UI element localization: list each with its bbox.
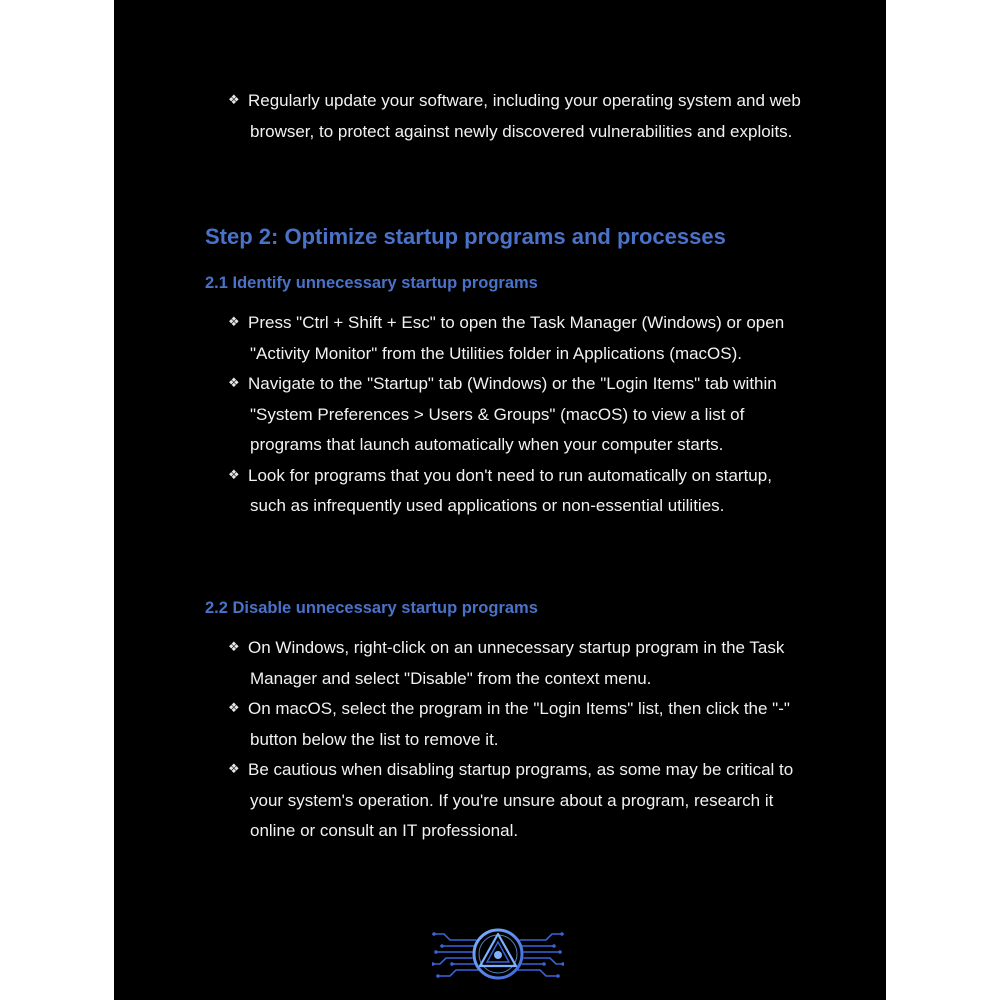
- diamond-bullet-icon: ❖: [228, 93, 240, 108]
- diamond-bullet-icon: ❖: [228, 762, 240, 777]
- list-item: [114, 369, 810, 461]
- list-item: [114, 461, 810, 522]
- section-2-2-heading: 2.2 Disable unnecessary startup programs: [205, 599, 538, 617]
- list-item: [114, 86, 810, 147]
- list-item-text: Press "Ctrl + Shift + Esc" to open the Task Manager (Windows) or open "Activity Monitor" from the Utilities folder in Applications (macOS).: [248, 313, 785, 363]
- list-item-text: Regularly update your software, including your operating system and web browser, to protect against newly discovered vulnerabilities and exploits.: [248, 91, 801, 141]
- list-item-text: Navigate to the "Startup" tab (Windows) or the "Login Items" tab within "System Preferences > Users & Groups" (macOS) to view a list of programs that launch automatically when your computer starts.: [248, 374, 777, 454]
- list-item: [114, 755, 810, 847]
- diamond-bullet-icon: ❖: [228, 315, 240, 330]
- document-page: [114, 0, 886, 1000]
- intro-bullet-list: [114, 86, 810, 147]
- diamond-bullet-icon: ❖: [228, 701, 240, 716]
- list-item-text: Look for programs that you don't need to run automatically on startup, such as infrequently used applications or non-essential utilities.: [248, 465, 772, 515]
- diamond-bullet-icon: ❖: [228, 467, 240, 483]
- step2-title: Step 2: Optimize startup programs and processes: [205, 224, 726, 249]
- list-item: [114, 633, 810, 694]
- list-item: [114, 694, 810, 755]
- list-item-text: Be cautious when disabling startup programs, as some may be critical to your system's operation. If you're unsure about a program, research it online or consult an IT professional.: [248, 760, 794, 840]
- section-2-1-bullet-list: [114, 308, 810, 522]
- diamond-bullet-icon: ❖: [228, 640, 240, 655]
- section-2-2-bullet-list: [114, 633, 810, 847]
- list-item-text: On Windows, right-click on an unnecessary startup program in the Task Manager and select "Disable" from the context menu.: [248, 638, 785, 688]
- section-2-1-heading: 2.1 Identify unnecessary startup programs: [205, 274, 538, 292]
- circuit-triangle-logo-icon: [432, 922, 564, 984]
- diamond-bullet-icon: ❖: [228, 376, 240, 391]
- list-item: [114, 308, 810, 369]
- list-item-text: On macOS, select the program in the "Login Items" list, then click the "-" button below the list to remove it.: [248, 699, 790, 749]
